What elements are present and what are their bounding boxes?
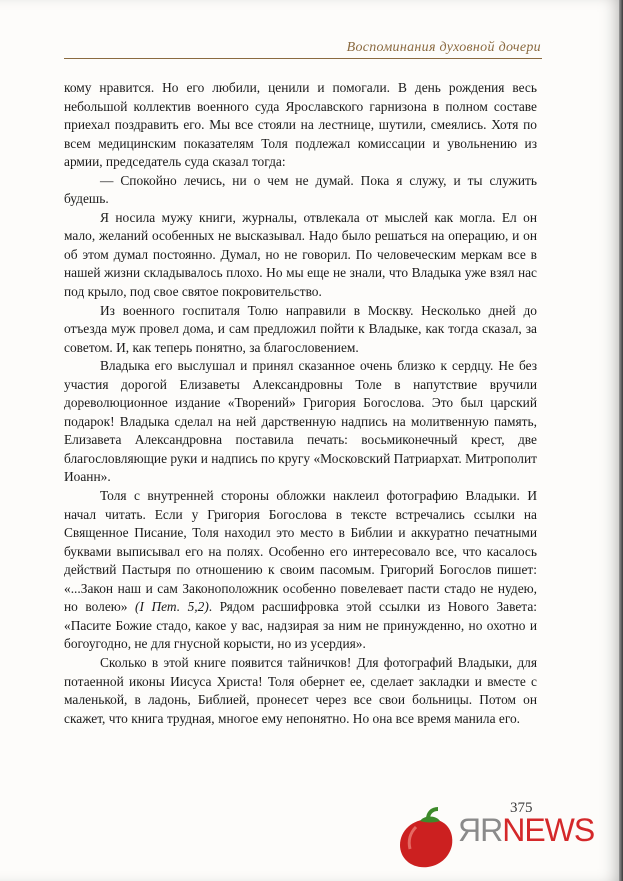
header-rule xyxy=(64,58,542,59)
paragraph-text: . Рядом расшифровка этой ссылки из Нового Завета: «Пасите Божие стадо, какое у вас, надзирая за ним не принужденно, но охотно и богоугодно, не для гнусной корысти, но из усердия». xyxy=(64,599,537,652)
page-edge-shadow xyxy=(619,0,623,881)
watermark-brand-yar: ЯR xyxy=(458,812,503,848)
paragraph: Владыка его выслушал и принял сказанное очень близко к сердцу. Не без участия дорогой Елизаветы Александровны Толе в напутствие вручили дореволюционное издание «Творений» Григория Богослова. Это был царский подарок! Владыка сделал на ней дарственную надпись на молитвенную память, Елизавета Александровна поставила печать: восьмиконечный крест, две благословляющие руки и надпись по кругу «Московский Патриархат. Митрополит Иоанн». xyxy=(64,358,537,485)
paragraph: кому нравится. Но его любили, ценили и помогали. В день рождения весь небольшой коллектив военного суда Ярославского гарнизона в полном составе приехал поздравить его. Мы все стояли на лестнице, шутили, смеялись. Хотя по всем медицинским показателям Толя подлежал комиссации и увольнению из армии, председатель суда сказал тогда: xyxy=(64,80,537,170)
paragraph: — Спокойно лечись, ни о чем не думай. Пока я служу, и ты служить будешь. xyxy=(64,172,537,207)
paragraph: Из военного госпиталя Толю направили в Москву. Несколько дней до отъезда муж провел дома, и сам предложил пойти к Владыке, как тогда сказал, за советом. И, как теперь понятно, за благословением. xyxy=(64,302,537,355)
paragraph: Я носила мужу книги, журналы, отвлекала от мыслей как могла. Ел он мало, желаний особенных не высказывал. Надо было решаться на операцию, и он об этом думал постоянно. Думал, но не говорил. По человеческим меркам все в нашей жизни складывалось плохо. Но мы еще не знали, что Владыка уже взял нас под крыло, под свое святое покровительство. xyxy=(64,209,537,300)
page-number: 375 xyxy=(510,800,533,816)
scripture-reference: (I Пет. 5,2) xyxy=(135,599,209,615)
watermark-brand-news: NEWS xyxy=(502,812,595,848)
red-pepper-icon xyxy=(400,809,452,867)
paragraph-text: Толя с внутренней стороны обложки наклеил фотографию Владыки. И начал читать. Если у Григория Богослова в тексте встречались ссылки на Священное Писание, Толя находил это место в Библии и аккуратно печатными буквами выписывал его на полях. Особенно его интересовало все, что касалось действий Пастыря по отношению к своим пасомым. Григорий Богослов пишет: «...Закон наш и сам Законоположник особенно повелевает пасти стадо не нудею, но волею» xyxy=(64,488,537,615)
watermark-text xyxy=(458,812,594,849)
running-title: Воспоминания духовной дочери xyxy=(346,40,541,55)
paragraph: Сколько в этой книге появится тайничков! Для фотографий Владыки, для потаенной иконы Иисуса Христа! Толя обернет ее, сделает закладки и вместе с маленькой, в ладонь, Библией, пронесет через все свои больницы. Потом он скажет, что книга трудная, многое ему непонятно. Но она все время манила его. xyxy=(64,654,537,726)
paragraph xyxy=(64,487,537,654)
body-text xyxy=(64,79,537,728)
